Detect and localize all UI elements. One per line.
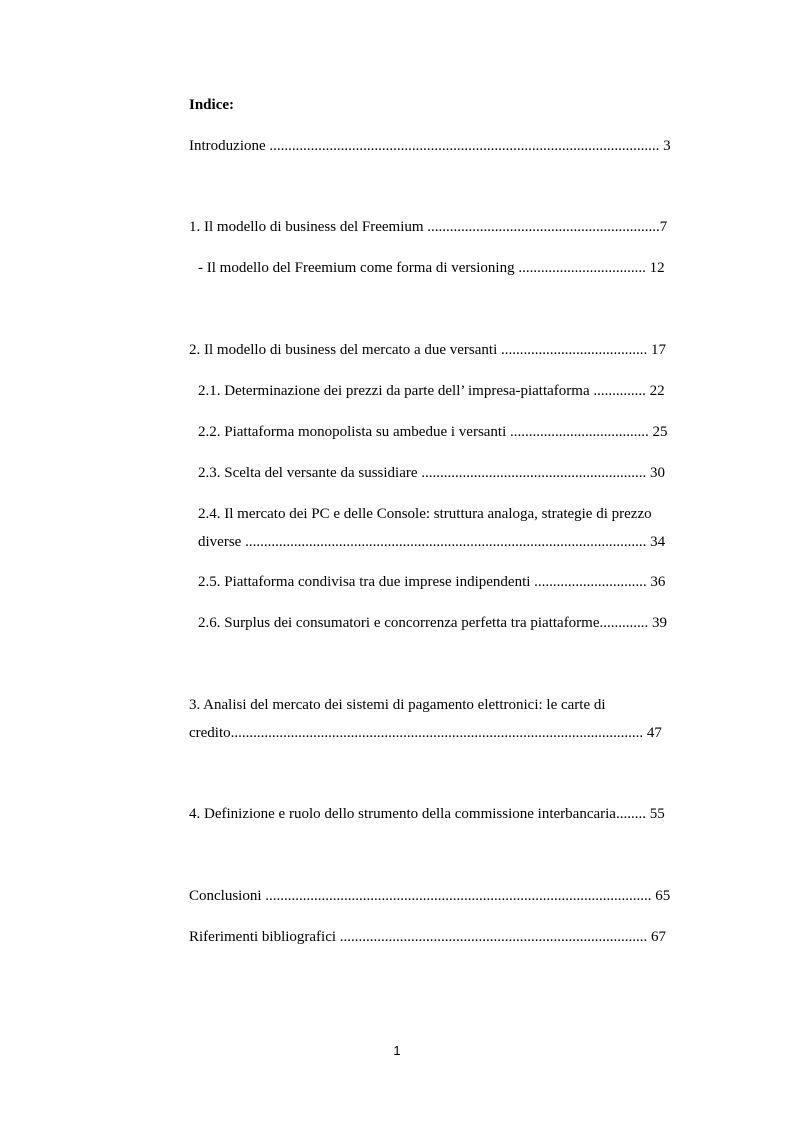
- toc-entry-chapter-3-line-2: credito.............................................................................................................. 47: [189, 725, 662, 741]
- toc-entry-chapter-1: 1. Il modello di business del Freemium ..............................................................7: [189, 219, 668, 235]
- toc-entry-section-2-4-line-1: 2.4. Il mercato dei PC e delle Console: struttura analoga, strategie di prezzo: [198, 506, 652, 522]
- toc-entry-conclusioni: Conclusioni ....................................................................................................... 65: [189, 888, 671, 904]
- toc-entry-section-2-4-line-2: diverse ........................................................................................................... 34: [198, 534, 666, 550]
- toc-entry-introduzione: Introduzione ........................................................................................................ 3: [189, 138, 671, 154]
- page-number: 1: [393, 1043, 401, 1058]
- toc-title: Indice:: [189, 97, 234, 113]
- toc-entry-section-2-6: 2.6. Surplus dei consumatori e concorrenza perfetta tra piattaforme............. 39: [198, 615, 668, 631]
- toc-entry-section-2-3: 2.3. Scelta del versante da sussidiare ............................................................ 30: [198, 465, 666, 481]
- toc-entry-chapter-4: 4. Definizione e ruolo dello strumento della commissione interbancaria........ 55: [189, 806, 665, 822]
- toc-entry-riferimenti: Riferimenti bibliografici .................................................................................. 67: [189, 929, 667, 945]
- toc-entry-section-2-2: 2.2. Piattaforma monopolista su ambedue i versanti ..................................... 25: [198, 424, 668, 440]
- toc-entry-chapter-3-line-1: 3. Analisi del mercato dei sistemi di pagamento elettronici: le carte di: [189, 697, 606, 713]
- toc-entry-section-2-5: 2.5. Piattaforma condivisa tra due imprese indipendenti .............................. 36: [198, 574, 666, 590]
- toc-entry-chapter-2: 2. Il modello di business del mercato a due versanti ....................................... 17: [189, 342, 667, 358]
- toc-entry-chapter-1-sub: - Il modello del Freemium come forma di versioning .................................. 12: [198, 260, 665, 276]
- toc-entry-section-2-1: 2.1. Determinazione dei prezzi da parte dell’ impresa-piattaforma .............. 22: [198, 383, 665, 399]
